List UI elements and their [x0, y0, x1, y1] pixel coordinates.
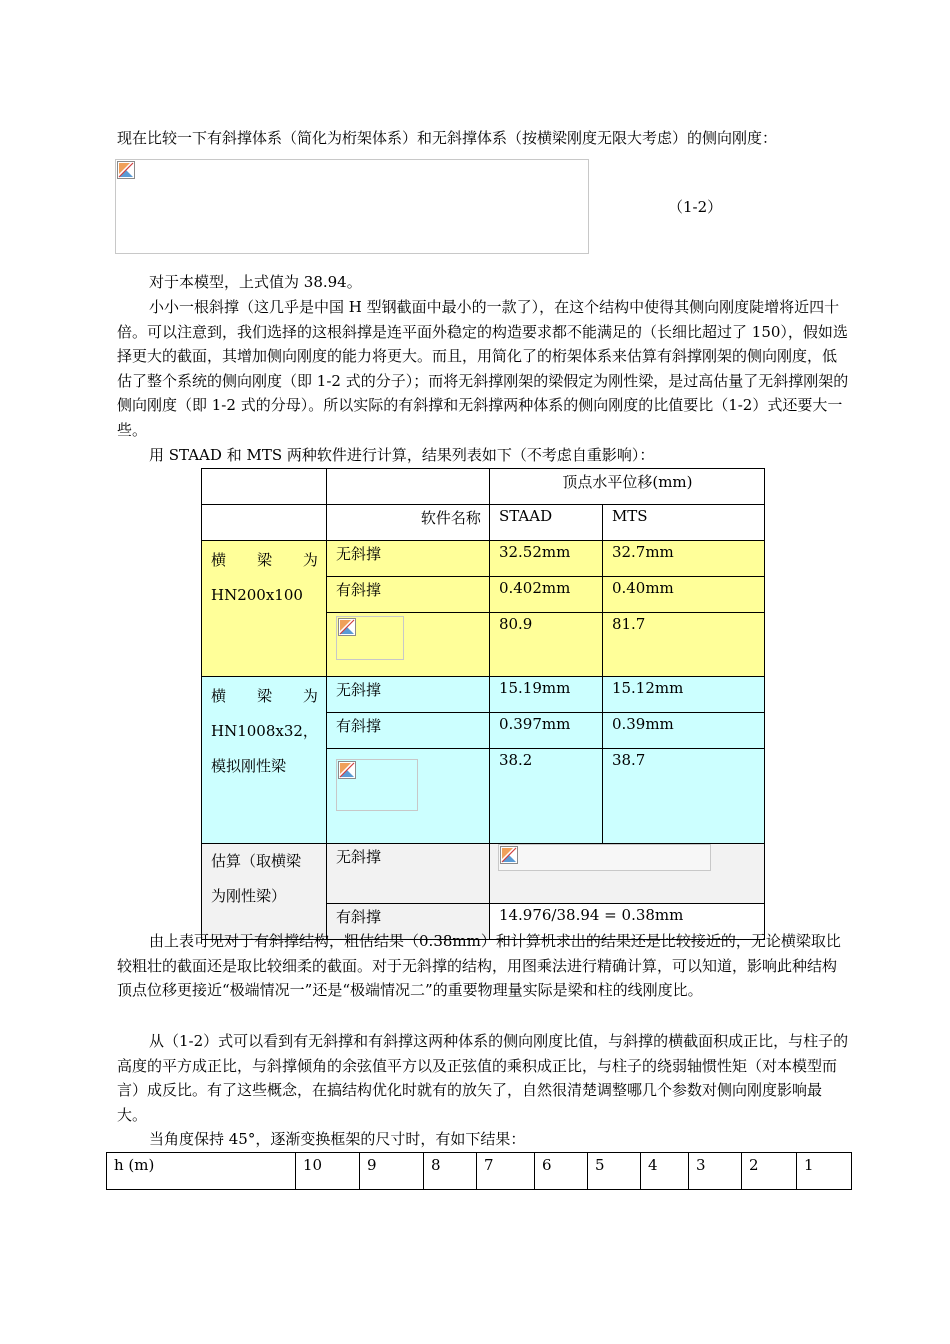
- table-cell: [202, 469, 327, 505]
- group-label: 横 梁 为 HN200x100: [202, 541, 327, 677]
- equation-number: （1-2）: [668, 198, 723, 216]
- mts-value: 32.7mm: [602, 541, 764, 577]
- row-name: 有斜撑: [326, 713, 489, 749]
- staad-value: 0.402mm: [489, 577, 602, 613]
- table-row: [107, 1153, 852, 1190]
- paragraph: 对于本模型，上式值为 38.94。: [149, 273, 362, 291]
- table-cell: 7: [477, 1153, 535, 1190]
- group-label: 估算（取横梁 为刚性梁）: [202, 844, 327, 940]
- table-cell: 4: [641, 1153, 689, 1190]
- row-name: 无斜撑: [326, 677, 489, 713]
- header-cell: h (m): [107, 1153, 296, 1190]
- broken-image-icon: [500, 846, 518, 864]
- staad-value: 32.52mm: [489, 541, 602, 577]
- mts-value: 38.7: [602, 749, 764, 844]
- header-cell: 软件名称: [326, 505, 489, 541]
- table-row: [202, 844, 765, 904]
- mts-value: 81.7: [602, 613, 764, 677]
- estimate-value: 14.976/38.94 = 0.38mm: [489, 904, 764, 940]
- equation-image: [115, 159, 589, 254]
- row-name: 有斜撑: [326, 904, 489, 940]
- table-cell: 9: [360, 1153, 424, 1190]
- table-cell: 6: [535, 1153, 588, 1190]
- row-name: 无斜撑: [326, 844, 489, 904]
- table-cell: 1: [797, 1153, 852, 1190]
- table-row: [202, 677, 765, 713]
- header-cell: STAAD: [489, 505, 602, 541]
- row-name: 有斜撑: [326, 577, 489, 613]
- estimate-formula-cell: [489, 844, 764, 904]
- paragraph: 小小一根斜撑（这几乎是中国 H 型钢截面中最小的一款了），在这个结构中使得其侧向刚度陡增将近四十倍。可以注意到，我们选择的这根斜撑是连平面外稳定的构造要求都不能满足的（长细比超过了 150），假如选择更大的截面，其增加侧向刚度的能力将更大。而且，用简化了的桁架体系来估算有斜撑刚架的侧向刚度，低估了整个系统的侧向刚度（即 1-2 式的分子）；而将无斜撑刚架的梁假定为刚性梁，是过高估量了无斜撑刚架的侧向刚度（即 1-2 式的分母）。所以实际的有斜撑和无斜撑两种体系的侧向刚度的比值要比（1-2）式还要大一些。: [117, 298, 849, 439]
- paragraph: 由上表可见对于有斜撑结构，粗估结果（0.38mm）和计算机求出的结果还是比较接近的，无论横梁取比较粗壮的截面还是取比较细柔的截面。对于无斜撑的结构，用图乘法进行精确计算，可以知道，影响此种结构顶点位移更接近“极端情况一”还是“极端情况二”的重要物理量实际是梁和柱的线刚度比。: [117, 932, 841, 999]
- staad-value: 15.19mm: [489, 677, 602, 713]
- table-cell: [202, 505, 327, 541]
- staad-value: 38.2: [489, 749, 602, 844]
- paragraph: 从（1-2）式可以看到有无斜撑和有斜撑这两种体系的侧向刚度比值，与斜撑的横截面积成正比，与柱子的高度的平方成正比，与斜撑倾角的余弦值平方以及正弦值的乘积成正比，与柱子的绕弱轴惯性矩（对本模型而言）成反比。有了这些概念，在搞结构优化时就有的放矢了，自然很清楚调整哪几个参数对侧向刚度影响最大。: [117, 1032, 849, 1124]
- ratio-image-cell: [326, 749, 489, 844]
- table-cell: 3: [689, 1153, 742, 1190]
- broken-image-icon: [117, 161, 135, 179]
- table-cell: 5: [588, 1153, 641, 1190]
- staad-value: 0.397mm: [489, 713, 602, 749]
- intro-paragraph: 现在比较一下有斜撑体系（简化为桁架体系）和无斜撑体系（按横梁刚度无限大考虑）的侧向刚度：: [117, 129, 778, 147]
- header-cell: MTS: [602, 505, 764, 541]
- ratio-image-cell: [326, 613, 489, 677]
- table-row: [202, 541, 765, 577]
- ratio-formula-image: [336, 616, 404, 660]
- table-cell: 8: [424, 1153, 477, 1190]
- paragraph: 用 STAAD 和 MTS 两种软件进行计算，结果列表如下（不考虑自重影响）：: [149, 446, 655, 464]
- mts-value: 15.12mm: [602, 677, 764, 713]
- estimate-formula-image: [498, 844, 711, 871]
- row-name: 无斜撑: [326, 541, 489, 577]
- header-cell: 顶点水平位移(mm): [489, 469, 764, 505]
- ratio-formula-image: [336, 759, 418, 811]
- table-cell: 2: [742, 1153, 797, 1190]
- mts-value: 0.39mm: [602, 713, 764, 749]
- broken-image-icon: [338, 618, 356, 636]
- size-table: [106, 1152, 852, 1190]
- paragraph: 当角度保持 45°，逐渐变换框架的尺寸时，有如下结果：: [149, 1130, 526, 1148]
- staad-value: 80.9: [489, 613, 602, 677]
- broken-image-icon: [338, 761, 356, 779]
- table-cell: [326, 469, 489, 505]
- mts-value: 0.40mm: [602, 577, 764, 613]
- displacement-table: [201, 468, 765, 940]
- table-row: [202, 505, 765, 541]
- group-label: 横 梁 为 HN1008x32， 模拟刚性梁: [202, 677, 327, 844]
- table-cell: 10: [296, 1153, 360, 1190]
- table-row: [202, 469, 765, 505]
